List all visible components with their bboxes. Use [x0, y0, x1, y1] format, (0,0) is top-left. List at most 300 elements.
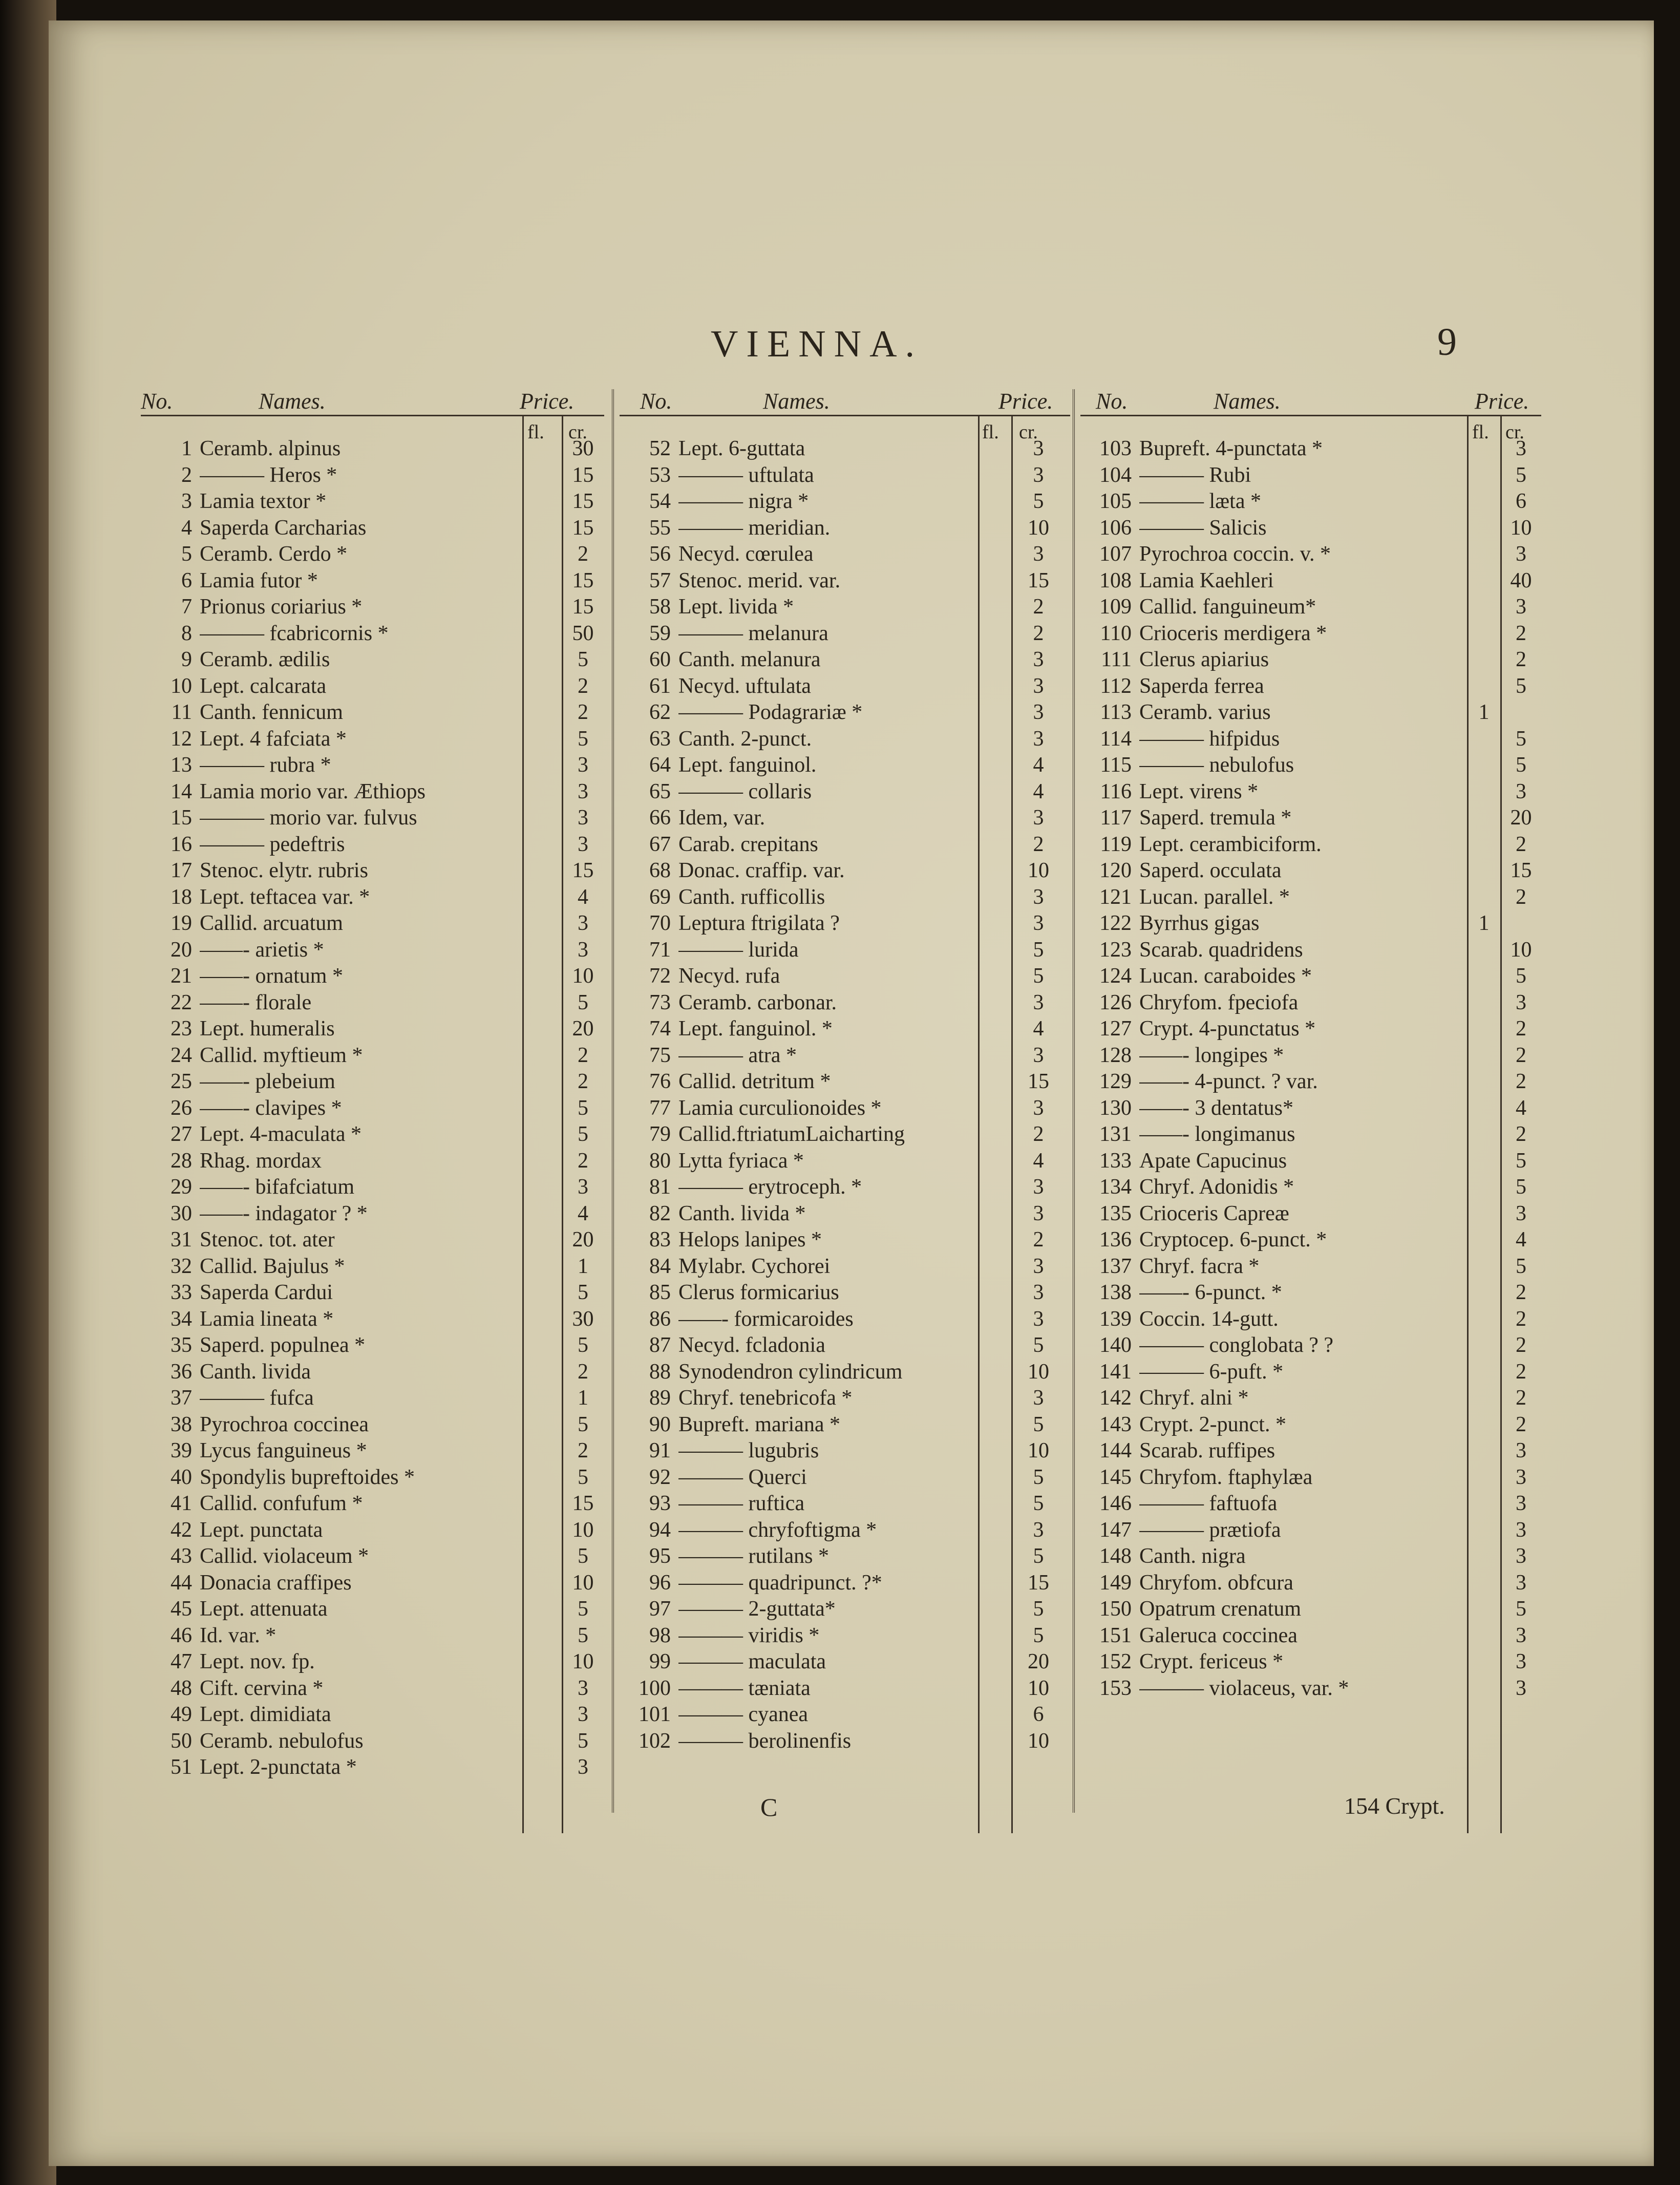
table-row	[1080, 884, 1541, 910]
entry-number: 52	[649, 437, 671, 460]
table-row	[620, 804, 1070, 831]
entry-name: Ceramb. carbonar.	[678, 990, 837, 1014]
entry-number: 140	[1099, 1333, 1132, 1357]
entry-name: ——- 6-punct. *	[1139, 1281, 1282, 1304]
entry-name: Scarab. quadridens	[1139, 938, 1303, 962]
entry-name: ——— 2-guttata*	[678, 1597, 836, 1621]
table-row	[141, 989, 604, 1016]
price-kreuzer: 3	[1516, 1571, 1526, 1595]
price-kreuzer: 3	[1033, 911, 1044, 935]
entry-name: Saperd. tremula *	[1139, 806, 1292, 830]
price-kreuzer: 3	[1516, 437, 1526, 460]
entry-number: 31	[171, 1228, 192, 1251]
entry-name: ——— berolinenfis	[678, 1729, 852, 1753]
entry-name: Lept. livida *	[678, 595, 794, 619]
header-cr: cr.	[1505, 421, 1524, 443]
price-kreuzer: 3	[1033, 542, 1044, 566]
price-kreuzer: 5	[1033, 964, 1044, 988]
entry-number: 61	[649, 674, 671, 698]
table-row	[141, 1332, 604, 1359]
header-fl: fl.	[1472, 421, 1489, 443]
entry-name: ——— violaceus, var. *	[1139, 1676, 1349, 1700]
table-row	[620, 1648, 1070, 1675]
entry-number: 4	[181, 516, 192, 540]
page-number: 9	[1437, 321, 1457, 364]
entry-name: Idem, var.	[678, 806, 765, 830]
price-list-column-3	[1080, 384, 1541, 1833]
entry-name: Donacia craffipes	[200, 1571, 352, 1595]
entry-name: Lamia futor *	[200, 568, 318, 592]
entry-name: Canth. 2-punct.	[678, 727, 812, 751]
column-header	[1080, 384, 1541, 415]
table-row	[620, 1596, 1070, 1622]
price-kreuzer: 5	[578, 727, 588, 751]
price-kreuzer: 2	[578, 1360, 588, 1384]
entry-name: Lucan. caraboides *	[1139, 964, 1312, 988]
table-row	[620, 778, 1070, 805]
table-row	[1080, 857, 1541, 884]
entry-number: 119	[1100, 832, 1132, 856]
table-row	[620, 1464, 1070, 1491]
entry-number: 66	[649, 806, 671, 830]
entry-name: Necyd. rufa	[678, 964, 780, 988]
price-kreuzer: 3	[1033, 885, 1044, 909]
entry-name: Leptura ftrigilata ?	[678, 911, 840, 935]
price-kreuzer: 4	[1033, 779, 1044, 803]
entry-name: ——- indagator ? *	[200, 1201, 368, 1225]
entry-name: ——— lurida	[678, 938, 799, 962]
table-row	[141, 1015, 604, 1042]
table-row	[1080, 1306, 1541, 1332]
entry-name: Saperda Cardui	[200, 1281, 333, 1304]
price-kreuzer: 5	[1033, 1333, 1044, 1357]
entry-name: Necyd. fcladonia	[678, 1333, 825, 1357]
entry-name: ——- longipes *	[1139, 1043, 1284, 1067]
entry-name: Coccin. 14-gutt.	[1139, 1307, 1279, 1331]
entry-name: Rhag. mordax	[200, 1149, 322, 1173]
entry-name: Lept. 4 fafciata *	[200, 727, 347, 751]
entry-number: 129	[1099, 1070, 1132, 1093]
price-kreuzer: 3	[1033, 1201, 1044, 1225]
table-row	[1080, 1174, 1541, 1200]
price-kreuzer: 3	[1033, 1518, 1044, 1542]
table-row	[620, 1306, 1070, 1332]
entry-number: 77	[649, 1096, 671, 1120]
entry-name: ——— quadripunct. ?*	[678, 1571, 882, 1595]
price-kreuzer: 2	[1033, 621, 1044, 645]
price-kreuzer: 3	[1033, 674, 1044, 698]
entry-name: ——— 6-puft. *	[1139, 1360, 1284, 1384]
entry-number: 71	[649, 938, 671, 962]
price-kreuzer: 2	[1516, 1360, 1526, 1384]
entry-number: 58	[649, 595, 671, 619]
price-kreuzer: 2	[1033, 595, 1044, 619]
entry-name: Lept. 6-guttata	[678, 437, 805, 460]
entry-number: 11	[171, 701, 192, 724]
table-row	[1080, 1332, 1541, 1359]
table-row	[1080, 1095, 1541, 1121]
price-kreuzer: 5	[578, 1122, 588, 1146]
table-row	[141, 726, 604, 752]
table-row	[141, 1490, 604, 1517]
price-kreuzer: 2	[1516, 1307, 1526, 1331]
header-rule	[620, 415, 1070, 416]
table-row	[1080, 593, 1541, 620]
price-kreuzer: 5	[1516, 753, 1526, 777]
price-kreuzer: 3	[1033, 727, 1044, 751]
table-row	[1080, 673, 1541, 699]
price-kreuzer: 3	[1033, 648, 1044, 671]
price-kreuzer: 15	[1028, 1571, 1049, 1595]
table-row	[141, 1622, 604, 1649]
price-kreuzer: 3	[1516, 1465, 1526, 1489]
table-row	[1080, 804, 1541, 831]
price-kreuzer: 20	[572, 1017, 594, 1041]
table-row	[1080, 1490, 1541, 1517]
entry-number: 34	[171, 1307, 192, 1331]
entry-name: Lept. calcarata	[200, 674, 327, 698]
price-kreuzer: 5	[1516, 1149, 1526, 1173]
column-divider	[1073, 389, 1075, 1813]
entry-name: Necyd. cœrulea	[678, 542, 814, 566]
entry-name: Lycus fanguineus *	[200, 1439, 367, 1462]
table-row	[1080, 541, 1541, 567]
price-kreuzer: 2	[1516, 1043, 1526, 1067]
header-price: Price.	[1475, 389, 1529, 414]
price-kreuzer: 3	[578, 753, 588, 777]
entry-name: ——— morio var. fulvus	[200, 806, 417, 830]
table-row	[1080, 620, 1541, 647]
table-row	[141, 620, 604, 647]
table-row	[620, 884, 1070, 910]
table-row	[620, 1226, 1070, 1253]
entry-number: 149	[1099, 1571, 1132, 1595]
price-kreuzer: 3	[578, 832, 588, 856]
entry-name: Lamia morio var. Æthiops	[200, 779, 426, 803]
entry-name: ——— fcabricornis *	[200, 621, 389, 645]
entry-number: 111	[1101, 648, 1132, 671]
entry-number: 48	[171, 1676, 192, 1700]
entry-name: ——- 3 dentatus*	[1139, 1096, 1293, 1120]
entry-number: 139	[1099, 1307, 1132, 1331]
entry-name: ——— fufca	[200, 1386, 314, 1410]
entry-number: 20	[171, 938, 192, 962]
entry-name: ——— erytroceph. *	[678, 1175, 862, 1199]
entry-name: ——— læta *	[1139, 490, 1261, 513]
table-row	[1080, 1569, 1541, 1596]
table-row	[620, 1490, 1070, 1517]
entry-number: 55	[649, 516, 671, 540]
table-row	[141, 1543, 604, 1569]
entry-name: ——— Rubi	[1139, 463, 1251, 487]
price-kreuzer: 5	[1033, 1544, 1044, 1568]
entry-name: Callid. confufum *	[200, 1492, 363, 1515]
entry-number: 9	[181, 648, 192, 671]
column-header	[620, 384, 1070, 415]
entry-name: Callid. Bajulus *	[200, 1254, 345, 1278]
entry-name: Necyd. uftulata	[678, 674, 811, 698]
entry-number: 148	[1099, 1544, 1132, 1568]
price-kreuzer: 3	[1516, 542, 1526, 566]
price-kreuzer: 2	[1033, 832, 1044, 856]
price-kreuzer: 2	[578, 701, 588, 724]
entry-name: ——— Querci	[678, 1465, 807, 1489]
table-row	[1080, 1517, 1541, 1543]
price-florins: 1	[1478, 911, 1490, 935]
entry-number: 50	[171, 1729, 192, 1753]
price-kreuzer: 4	[1033, 753, 1044, 777]
table-row	[620, 1095, 1070, 1121]
entry-number: 133	[1099, 1149, 1132, 1173]
table-row	[141, 1148, 604, 1174]
entry-name: Prionus coriarius *	[200, 595, 363, 619]
header-no: No.	[1096, 389, 1128, 414]
table-row	[141, 646, 604, 673]
entry-name: ——- 4-punct. ? var.	[1139, 1070, 1318, 1093]
table-row	[620, 515, 1070, 541]
price-kreuzer: 4	[1516, 1228, 1526, 1251]
table-row	[1080, 488, 1541, 515]
entry-name: Crypt. 2-punct. *	[1139, 1412, 1286, 1436]
entry-number: 97	[649, 1597, 671, 1621]
entry-number: 90	[649, 1412, 671, 1436]
table-row	[620, 1359, 1070, 1385]
price-kreuzer: 10	[1028, 1439, 1049, 1462]
entry-number: 24	[171, 1043, 192, 1067]
price-kreuzer: 3	[1516, 1676, 1526, 1700]
entry-name: ——— prætiofa	[1139, 1518, 1281, 1542]
price-kreuzer: 3	[1516, 1650, 1526, 1673]
table-row	[141, 778, 604, 805]
entry-name: ——— nebulofus	[1139, 753, 1294, 777]
entry-name: Lept. teftacea var. *	[200, 885, 370, 909]
entry-number: 107	[1099, 542, 1132, 566]
table-row	[1080, 1253, 1541, 1280]
entry-number: 143	[1099, 1412, 1132, 1436]
price-kreuzer: 2	[1516, 621, 1526, 645]
entry-number: 25	[171, 1070, 192, 1093]
entry-number: 21	[171, 964, 192, 988]
entry-number: 88	[649, 1360, 671, 1384]
price-kreuzer: 2	[1516, 885, 1526, 909]
table-row	[141, 884, 604, 910]
header-price: Price.	[998, 389, 1053, 414]
table-row	[141, 1596, 604, 1622]
entry-name: ——— conglobata ? ?	[1139, 1333, 1334, 1357]
entry-number: 65	[649, 779, 671, 803]
entry-number: 117	[1100, 806, 1132, 830]
table-row	[1080, 1068, 1541, 1095]
entry-number: 83	[649, 1228, 671, 1251]
table-row	[141, 963, 604, 989]
price-kreuzer: 10	[1028, 1676, 1049, 1700]
table-row	[141, 462, 604, 489]
price-kreuzer: 10	[1510, 516, 1532, 540]
entry-name: Bupreft. 4-punctata *	[1139, 437, 1323, 460]
header-names: Names.	[1214, 389, 1281, 414]
price-kreuzer: 3	[1033, 1175, 1044, 1199]
entry-number: 53	[649, 463, 671, 487]
price-kreuzer: 2	[1033, 1228, 1044, 1251]
price-kreuzer: 5	[578, 990, 588, 1014]
price-kreuzer: 5	[578, 1333, 588, 1357]
entry-name: Lept. fanguinol.	[678, 753, 817, 777]
entry-number: 153	[1099, 1676, 1132, 1700]
table-row	[1080, 1596, 1541, 1622]
entry-number: 89	[649, 1386, 671, 1410]
entry-name: ——- longimanus	[1139, 1122, 1295, 1146]
table-row	[1080, 1359, 1541, 1385]
entry-number: 27	[171, 1122, 192, 1146]
table-row	[1080, 1437, 1541, 1464]
entry-number: 96	[649, 1571, 671, 1595]
entry-number: 62	[649, 701, 671, 724]
price-kreuzer: 3	[1516, 779, 1526, 803]
table-row	[141, 699, 604, 726]
table-row	[1080, 989, 1541, 1016]
entry-number: 16	[171, 832, 192, 856]
price-kreuzer: 1	[578, 1254, 588, 1278]
table-row	[620, 857, 1070, 884]
entry-name: Lept. punctata	[200, 1518, 323, 1542]
entry-name: Ceramb. ædilis	[200, 648, 330, 671]
book-page	[49, 20, 1654, 2166]
entry-number: 68	[649, 859, 671, 882]
price-kreuzer: 3	[1516, 1518, 1526, 1542]
table-row	[1080, 1543, 1541, 1569]
table-row	[141, 1359, 604, 1385]
entry-name: Lept. nov. fp.	[200, 1650, 315, 1673]
price-kreuzer: 4	[1033, 1017, 1044, 1041]
price-kreuzer: 1	[578, 1386, 588, 1410]
table-row	[141, 1728, 604, 1754]
entry-name: ——— cyanea	[678, 1703, 809, 1726]
entry-name: Donac. craffip. var.	[678, 859, 845, 882]
table-row	[620, 1569, 1070, 1596]
entry-number: 18	[171, 885, 192, 909]
table-row	[620, 646, 1070, 673]
entry-number: 17	[171, 859, 192, 882]
entry-name: ——— uftulata	[678, 463, 814, 487]
entry-name: Canth. livida *	[678, 1201, 806, 1225]
entry-name: Crypt. fericeus *	[1139, 1650, 1284, 1673]
table-row	[141, 937, 604, 963]
entry-name: ——- bifafciatum	[200, 1175, 355, 1199]
entry-name: Canth. melanura	[678, 648, 821, 671]
price-kreuzer: 20	[1510, 806, 1532, 830]
entry-name: Callid. arcuatum	[200, 911, 343, 935]
entry-name: Chryf. Adonidis *	[1139, 1175, 1294, 1199]
table-row	[1080, 567, 1541, 594]
entry-name: Canth. livida	[200, 1360, 311, 1384]
entry-number: 30	[171, 1201, 192, 1225]
entry-number: 114	[1100, 727, 1132, 751]
entry-number: 151	[1099, 1623, 1132, 1647]
entry-name: Lept. attenuata	[200, 1597, 328, 1621]
entry-number: 127	[1099, 1017, 1132, 1041]
table-row	[620, 1121, 1070, 1148]
entry-name: Lamia curculionoides *	[678, 1096, 882, 1120]
header-rule	[141, 415, 604, 416]
table-row	[141, 910, 604, 937]
entry-name: Clerus apiarius	[1139, 648, 1269, 671]
table-row	[141, 1306, 604, 1332]
price-kreuzer: 2	[578, 1439, 588, 1462]
entry-name: ——— chryfoftigma *	[678, 1518, 877, 1542]
entry-number: 115	[1100, 753, 1132, 777]
entry-number: 85	[649, 1281, 671, 1304]
price-kreuzer: 2	[578, 674, 588, 698]
entry-number: 81	[649, 1175, 671, 1199]
table-row	[1080, 1464, 1541, 1491]
price-kreuzer: 2	[1516, 1386, 1526, 1410]
entry-number: 126	[1099, 990, 1132, 1014]
table-row	[1080, 1148, 1541, 1174]
price-kreuzer: 10	[1028, 1360, 1049, 1384]
price-kreuzer: 6	[1516, 490, 1526, 513]
entry-number: 103	[1099, 437, 1132, 460]
entry-name: Lept. virens *	[1139, 779, 1259, 803]
price-kreuzer: 5	[578, 1281, 588, 1304]
entry-name: Pyrochroa coccinea	[200, 1412, 369, 1436]
price-kreuzer: 10	[572, 1518, 594, 1542]
entry-number: 73	[649, 990, 671, 1014]
price-kreuzer: 3	[578, 1175, 588, 1199]
price-kreuzer: 3	[1516, 595, 1526, 619]
price-kreuzer: 2	[1033, 1122, 1044, 1146]
table-row	[141, 804, 604, 831]
price-kreuzer: 3	[1033, 1307, 1044, 1331]
price-kreuzer: 4	[1033, 1149, 1044, 1173]
price-kreuzer: 5	[1516, 463, 1526, 487]
table-row	[141, 1279, 604, 1306]
price-kreuzer: 2	[1516, 1412, 1526, 1436]
catchword: 154 Crypt.	[1344, 1793, 1445, 1819]
entry-name: Opatrum crenatum	[1139, 1597, 1302, 1621]
price-kreuzer: 15	[572, 1492, 594, 1515]
entry-name: ——— melanura	[678, 621, 828, 645]
table-row	[1080, 1200, 1541, 1227]
table-row	[1080, 1385, 1541, 1411]
entry-number: 60	[649, 648, 671, 671]
table-row	[620, 1517, 1070, 1543]
table-row	[141, 1200, 604, 1227]
header-rule	[1080, 415, 1541, 416]
entry-name: ——— faftuofa	[1139, 1492, 1278, 1515]
table-row	[620, 937, 1070, 963]
entry-number: 120	[1099, 859, 1132, 882]
table-row	[1080, 699, 1541, 726]
price-kreuzer: 10	[572, 964, 594, 988]
table-row	[620, 910, 1070, 937]
entry-number: 13	[171, 753, 192, 777]
price-kreuzer: 5	[1033, 1597, 1044, 1621]
table-row	[141, 567, 604, 594]
table-row	[1080, 963, 1541, 989]
entry-number: 145	[1099, 1465, 1132, 1489]
entry-number: 134	[1099, 1175, 1132, 1199]
entry-number: 124	[1099, 964, 1132, 988]
price-kreuzer: 2	[1516, 1017, 1526, 1041]
entry-number: 152	[1099, 1650, 1132, 1673]
price-kreuzer: 2	[1516, 1122, 1526, 1146]
price-kreuzer: 10	[572, 1571, 594, 1595]
entry-name: ——- florale	[200, 990, 312, 1014]
header-names: Names.	[763, 389, 830, 414]
entry-name: ——— pedeftris	[200, 832, 345, 856]
entry-number: 12	[171, 727, 192, 751]
entry-number: 104	[1099, 463, 1132, 487]
